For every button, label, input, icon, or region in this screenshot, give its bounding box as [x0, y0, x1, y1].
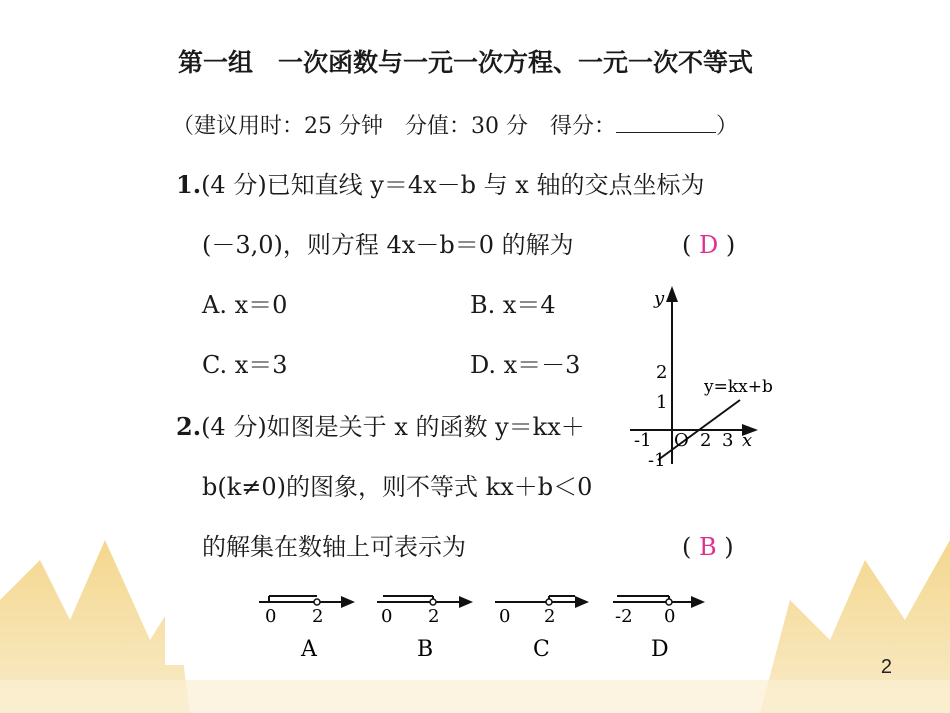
subtitle-prefix: （建议用时：25 分钟 分值：30 分 得分： — [172, 114, 616, 139]
q2-text-line2: b(k≠0)的图象，则不等式 kx＋b＜0 — [202, 473, 593, 501]
page-number: 2 — [880, 656, 892, 678]
y-tick-1: 1 — [656, 392, 668, 413]
number-line-b-left: 0 — [381, 606, 393, 627]
number-line-b-label: B — [417, 637, 434, 662]
number-line-b-right: 2 — [428, 606, 440, 627]
number-line-a-right: 2 — [312, 606, 324, 627]
q2-bracket-open: ( — [682, 533, 692, 561]
q1-text-line1: (4 分)已知直线 y＝4x－b 与 x 轴的交点坐标为 — [201, 171, 705, 199]
number-line-a-label: A — [301, 637, 317, 662]
number-line-c-right: 2 — [544, 606, 556, 627]
number-line-d[interactable] — [613, 596, 705, 662]
number-line-c[interactable] — [495, 596, 589, 662]
q2-text-line3: 的解集在数轴上可表示为 — [202, 533, 466, 561]
q1-bracket-open: ( — [682, 231, 692, 259]
number-line-a-left: 0 — [265, 606, 277, 627]
subtitle — [172, 110, 738, 142]
q2-answer: B — [699, 533, 717, 561]
function-graph — [618, 282, 778, 472]
number-line-choices — [255, 582, 725, 662]
q1-option-b[interactable]: B. x＝4 — [470, 291, 556, 319]
q2-answer-bracket — [682, 532, 734, 562]
q1-number: 1. — [176, 170, 202, 199]
number-line-b[interactable] — [377, 596, 473, 662]
x-axis-label: x — [742, 430, 753, 451]
q1-option-a[interactable]: A. x＝0 — [202, 291, 288, 319]
q1-line1 — [176, 170, 704, 200]
q2-bracket-close: ) — [724, 533, 734, 561]
q1-text-line2: (－3,0)，则方程 4x－b＝0 的解为 — [202, 231, 574, 259]
number-line-c-left: 0 — [499, 606, 511, 627]
x-tick-neg1: -1 — [634, 430, 652, 451]
number-line-d-label: D — [651, 637, 669, 662]
q2-text-line1: (4 分)如图是关于 x 的函数 y＝kx＋ — [201, 413, 585, 441]
score-blank[interactable] — [616, 110, 716, 133]
line-label: y=kx+b — [704, 377, 773, 397]
x-tick-3: 3 — [722, 430, 734, 451]
q1-answer-bracket — [682, 230, 735, 260]
q1-answer: D — [699, 231, 719, 259]
q1-option-c[interactable]: C. x＝3 — [202, 351, 288, 379]
q2-number: 2. — [176, 412, 202, 441]
x-tick-2: 2 — [700, 430, 712, 451]
y-tick-neg1: -1 — [648, 450, 666, 471]
y-axis-arrow — [666, 286, 678, 302]
y-tick-2: 2 — [656, 362, 668, 383]
y-axis-label: y — [654, 288, 665, 309]
number-line-a[interactable] — [259, 596, 355, 662]
subtitle-suffix: ） — [715, 114, 738, 139]
page-title: 第一组 一次函数与一元一次方程、一元一次不等式 — [178, 48, 754, 77]
number-line-d-right: 0 — [664, 606, 676, 627]
q1-option-d[interactable]: D. x＝－3 — [470, 351, 581, 379]
q2-line1 — [176, 412, 585, 442]
number-line-d-left: -2 — [615, 606, 633, 627]
origin-label: O — [674, 430, 689, 451]
q1-bracket-close: ) — [725, 231, 736, 259]
number-line-c-label: C — [533, 637, 550, 662]
